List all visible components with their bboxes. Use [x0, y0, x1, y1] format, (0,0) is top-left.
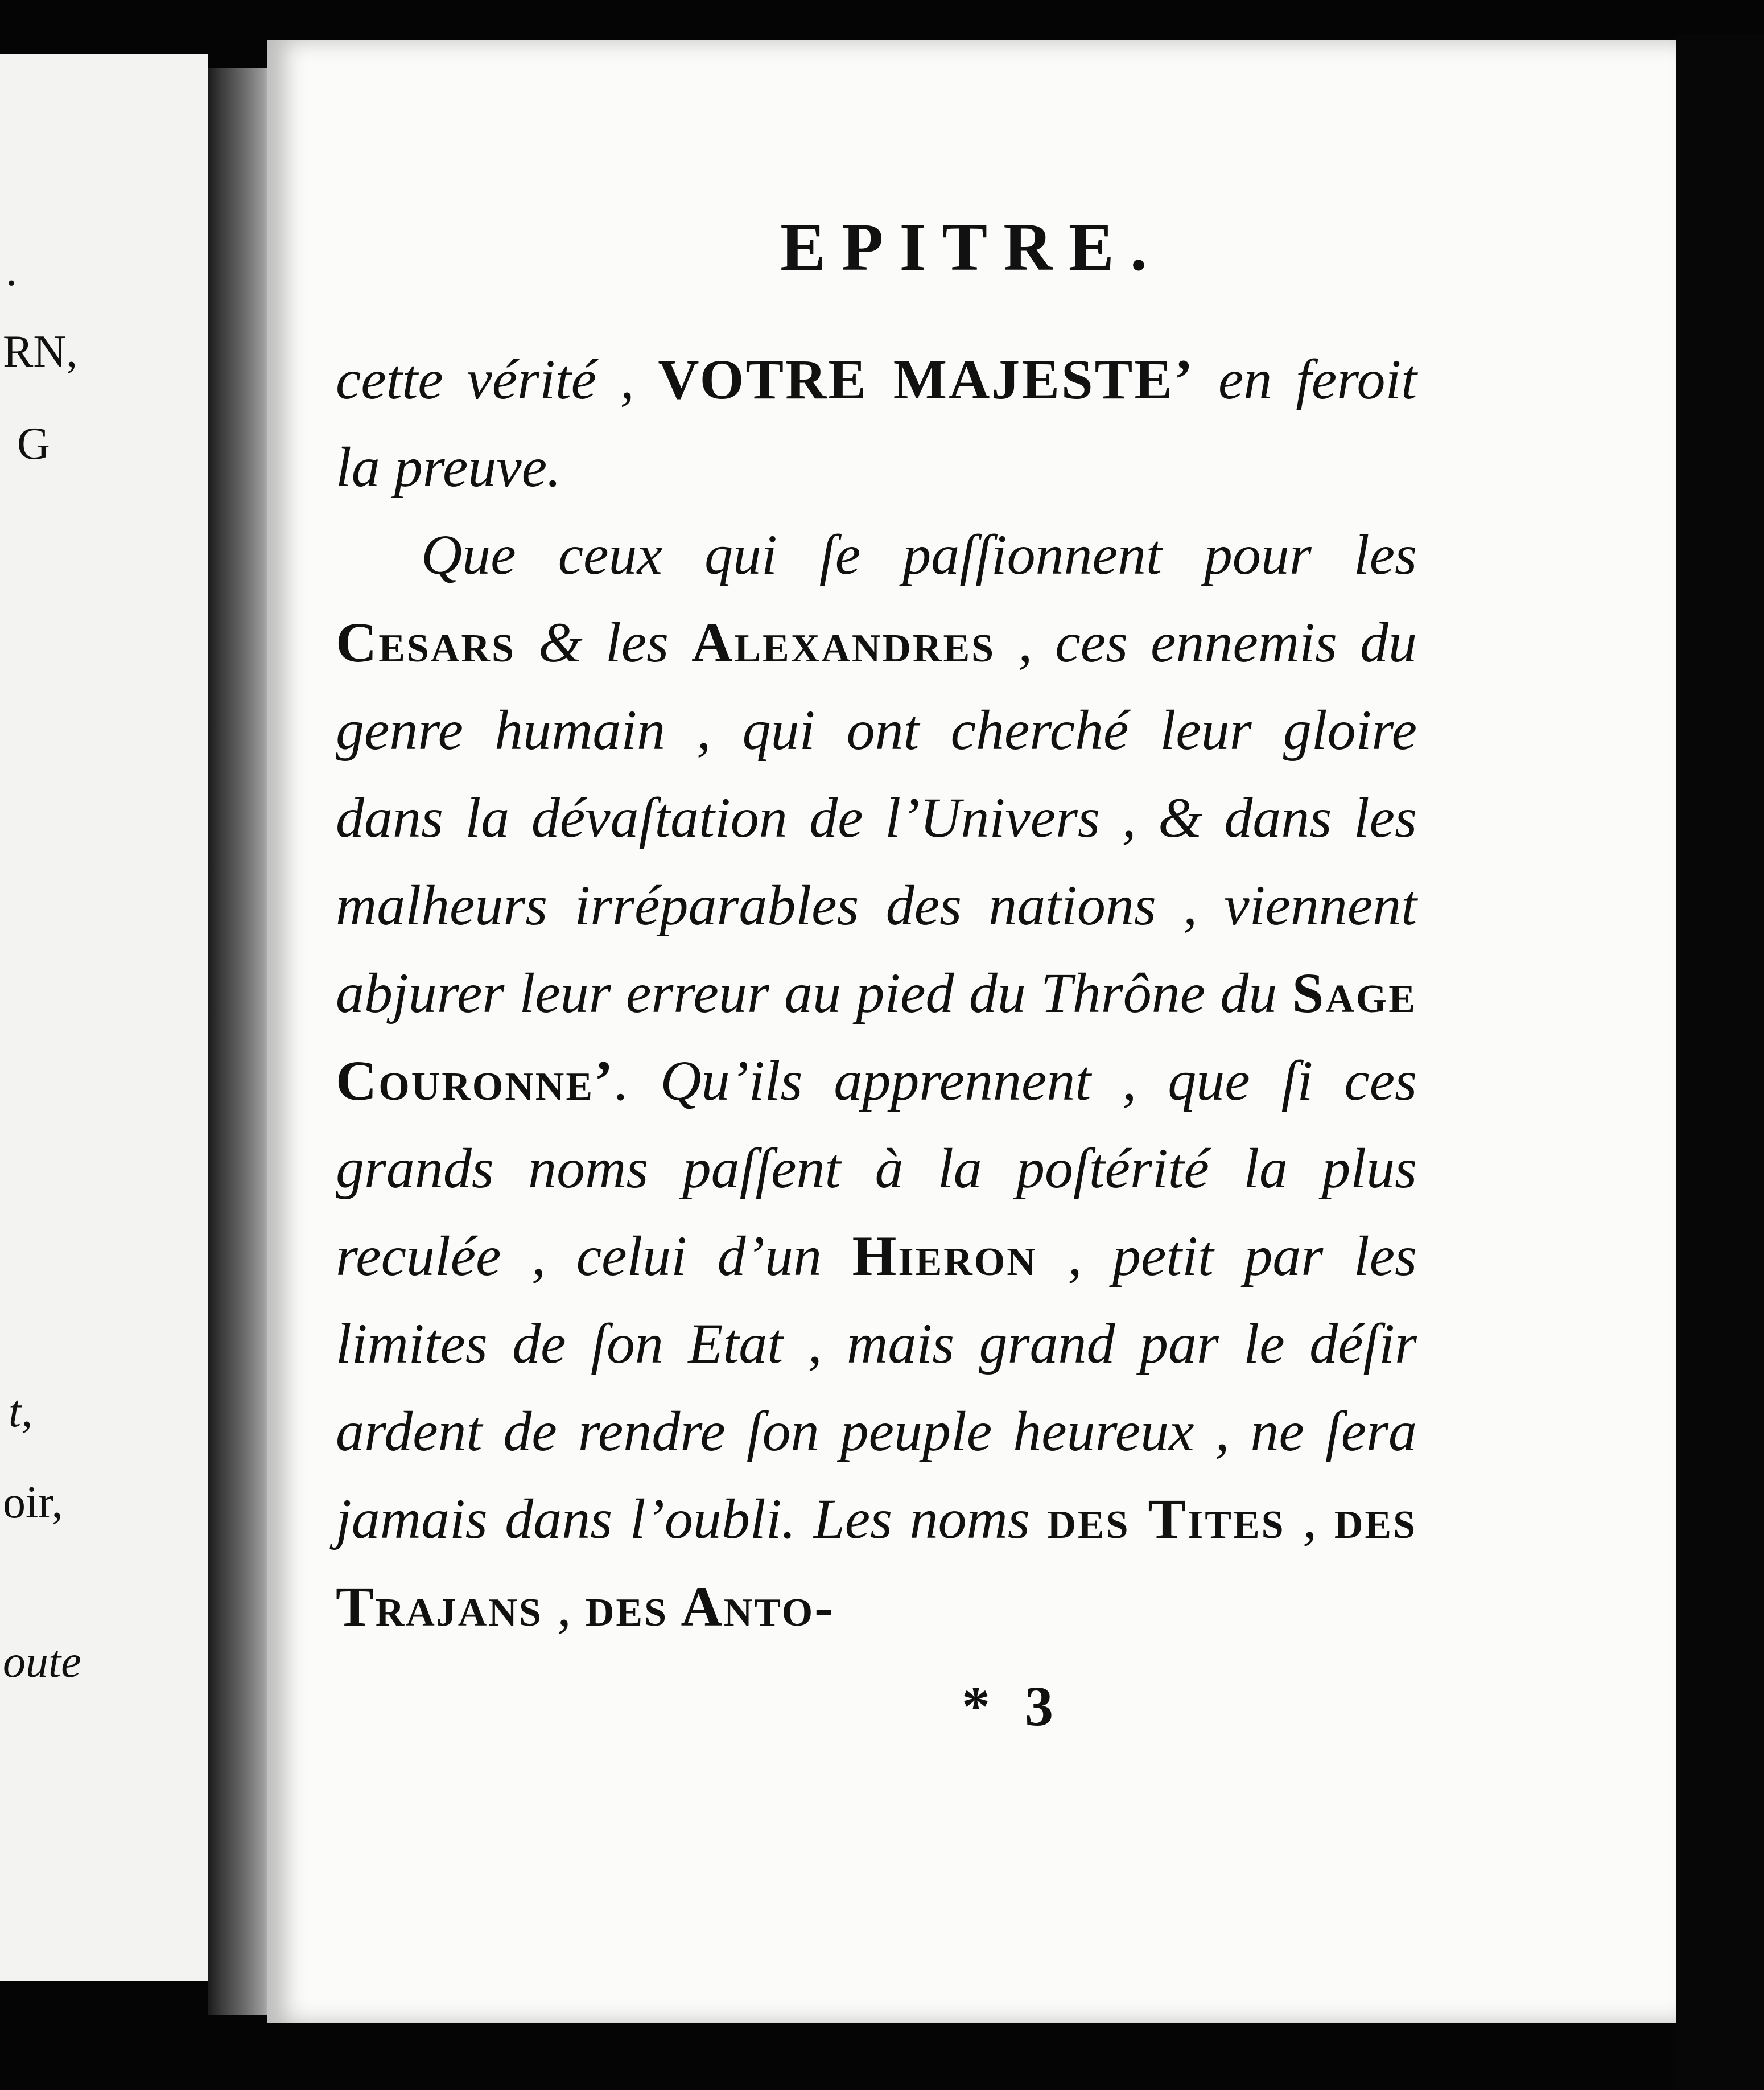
- book-gutter: [208, 68, 273, 2015]
- text-run: Sage Couronne’: [336, 961, 1417, 1112]
- text-run: en feroit la preuve.: [336, 348, 1417, 499]
- body-text: [336, 336, 1417, 1651]
- text-run: cette vérité ,: [336, 348, 658, 411]
- text-run: des Trajans: [336, 1487, 1417, 1638]
- left-fragment: oir,: [3, 1478, 63, 1528]
- scan-border: [1676, 34, 1764, 2090]
- page-header: EPITRE.: [780, 209, 1163, 285]
- text-run: ,: [542, 1575, 586, 1638]
- text-run: , ces ennemis du genre humain , qui ont cherché leur gloire dans la dévaſtation de l’Univers , & dans les malheurs irréparables des nations , viennent abjurer leur erreur au pied du Thrône du: [336, 611, 1417, 1025]
- paragraph-2: [336, 511, 1417, 1651]
- text-run: des Tites: [1047, 1487, 1285, 1550]
- text-run: , petit par les limites de ſon Etat , mais grand par le déſir ardent de rendre ſon peuple heureux , ne ſera jamais dans l’oubli. Les noms: [336, 1224, 1417, 1550]
- left-fragment: .: [6, 245, 17, 295]
- left-fragment: t,: [9, 1387, 33, 1437]
- left-page: [0, 54, 208, 1981]
- text-run: des Anto-: [585, 1575, 835, 1638]
- left-fragment: oute: [3, 1637, 81, 1687]
- left-fragment: RN,: [3, 327, 78, 377]
- text-run: Que ceux qui ſe paſſionnent pour les: [421, 523, 1417, 586]
- text-run: VOTRE MAJESTE’: [658, 348, 1195, 411]
- right-page: [267, 40, 1676, 2023]
- text-run: & les: [515, 611, 692, 674]
- left-fragment: G: [17, 419, 50, 469]
- paragraph-1: [336, 336, 1417, 511]
- signature-mark: * 3: [962, 1675, 1064, 1738]
- text-run: Cesars: [336, 611, 516, 674]
- text-run: Hieron: [852, 1224, 1037, 1287]
- text-run: Alexandres: [691, 611, 996, 674]
- text-run: . Qu’ils apprennent , que ſi ces grands noms paſſent à la poſtérité la plus reculée , celui d’un: [336, 1049, 1417, 1287]
- text-run: ,: [1285, 1487, 1334, 1550]
